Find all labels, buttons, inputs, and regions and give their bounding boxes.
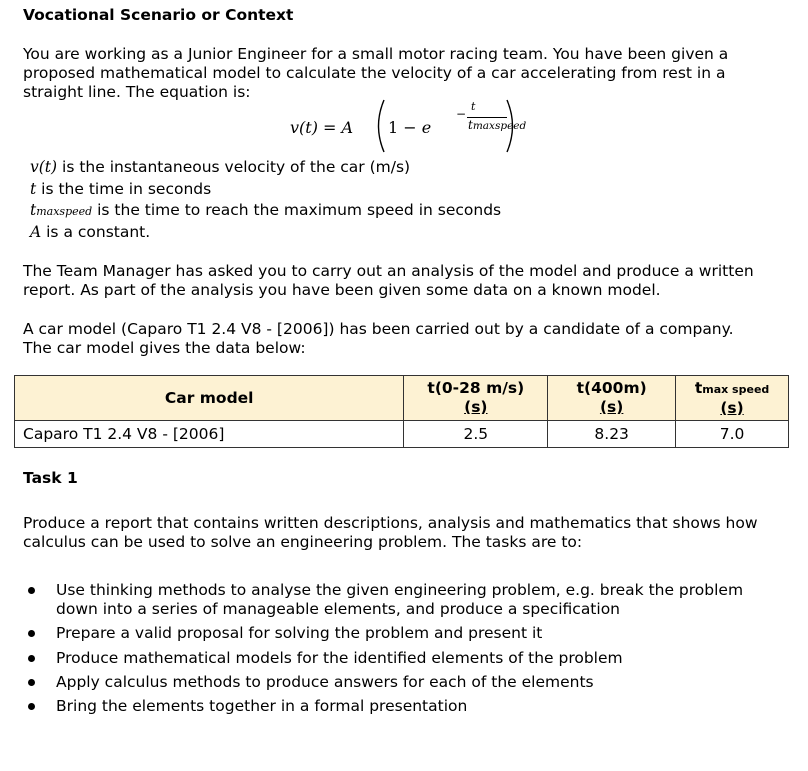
exponent-denominator: t (468, 118, 473, 132)
exponent-minus: − (456, 107, 467, 121)
intro-line-1: You are working as a Junior Engineer for a small motor racing team. You have been given a (23, 45, 729, 63)
task-line-2: calculus can be used to solve an engineering problem. The tasks are to: (23, 533, 583, 551)
bullet-3: Produce mathematical models for the identified elements of the problem (56, 649, 623, 667)
header-t-0-28: t(0-28 m/s) (s) (404, 376, 548, 421)
equation-one-minus: 1 − (388, 118, 422, 137)
car-data-table (14, 375, 789, 448)
header-t-max-speed: tmax speed (s) (676, 376, 789, 421)
right-paren (504, 98, 520, 154)
bullet-dot (28, 655, 35, 662)
bullet-dot (28, 630, 35, 637)
bullet-5: Bring the elements together in a formal presentation (56, 697, 468, 715)
bullet-1-line-2: down into a series of manageable elements, and produce a specification (56, 600, 621, 618)
bullet-2: Prepare a valid proposal for solving the problem and present it (56, 624, 543, 642)
bullet-dot (28, 587, 35, 594)
equation-base: e (421, 118, 432, 137)
bullet-dot (28, 703, 35, 710)
carmodel-line-2: The car model gives the data below: (23, 339, 306, 357)
left-paren (371, 98, 387, 154)
bullet-4: Apply calculus methods to produce answers for each of the elements (56, 673, 594, 691)
table-header-row (15, 376, 789, 421)
exponent-numerator: t (471, 100, 476, 113)
task-line-1: Produce a report that contains written descriptions, analysis and mathematics that shows how (23, 514, 758, 532)
definition-constant: A is a constant. (30, 223, 151, 241)
exponent-denominator-sub: maxspeed (472, 120, 527, 132)
definition-time: t is the time in seconds (30, 180, 212, 198)
definition-tmaxspeed: tmaxspeed is the time to reach the maximum speed in seconds (30, 201, 502, 219)
carmodel-line-1: A car model (Caparo T1 2.4 V8 - [2006]) has been carried out by a candidate of a company. (23, 320, 734, 338)
intro-line-2: proposed mathematical model to calculate the velocity of a car accelerating from rest in a (23, 64, 726, 82)
task-title: Task 1 (23, 469, 78, 487)
cell-car-model: Caparo T1 2.4 V8 - [2006] (15, 421, 404, 448)
cell-t-0-28: 2.5 (404, 421, 548, 448)
manager-line-2: report. As part of the analysis you have been given some data on a known model. (23, 281, 661, 299)
cell-t-max-speed: 7.0 (676, 421, 789, 448)
table-row (15, 421, 789, 448)
intro-line-3: straight line. The equation is: (23, 83, 251, 101)
header-car-model: Car model (15, 376, 404, 421)
section-heading: Vocational Scenario or Context (23, 6, 294, 24)
header-t-400m: t(400m) (s) (548, 376, 676, 421)
definition-velocity: v(t) is the instantaneous velocity of the car (m/s) (30, 158, 411, 176)
manager-line-1: The Team Manager has asked you to carry out an analysis of the model and produce a written (23, 262, 754, 280)
cell-t-400m: 8.23 (548, 421, 676, 448)
bullet-1-line-1: Use thinking methods to analyse the given engineering problem, e.g. break the problem (56, 581, 744, 599)
bullet-dot (28, 679, 35, 686)
equation-lhs: v(t) = A (290, 118, 354, 137)
